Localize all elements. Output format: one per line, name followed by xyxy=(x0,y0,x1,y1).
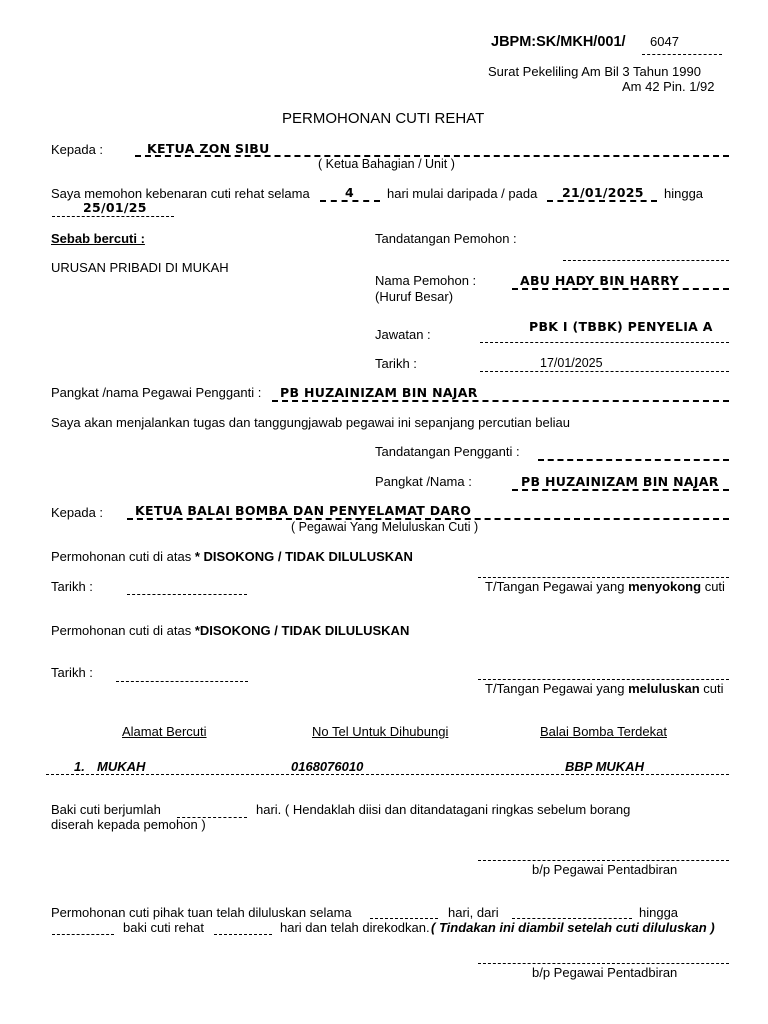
support-date-line[interactable] xyxy=(127,594,247,595)
position-value[interactable]: PBK I (TBBK) PENYELIA A xyxy=(529,319,713,334)
final-text-4: baki cuti rehat xyxy=(123,920,204,935)
final-text-1: Permohonan cuti pihak tuan telah diluluskan selama xyxy=(51,905,352,920)
applicant-date-line xyxy=(480,371,729,372)
row-station[interactable]: BBP MUKAH xyxy=(565,759,644,774)
from-text: hari mulai daripada / pada xyxy=(387,186,538,201)
row-phone[interactable]: 0168076010 xyxy=(291,759,364,774)
start-date-line xyxy=(547,200,657,202)
until-text: hingga xyxy=(664,186,704,201)
final-text-2: hari, dari xyxy=(448,905,499,920)
support-statement: Permohonan cuti di atas * DISOKONG / TIDAK DILULUSKAN xyxy=(51,549,413,564)
start-date[interactable]: 21/01/2025 xyxy=(562,185,644,200)
applicant-date-value[interactable]: 17/01/2025 xyxy=(540,356,603,370)
final-text-5: hari dan telah direkodkan. xyxy=(280,920,430,935)
row-number: 1. xyxy=(74,759,85,774)
leave-days[interactable]: 4 xyxy=(345,185,354,200)
final-signature-line[interactable] xyxy=(478,963,729,964)
replacement-signature-line[interactable] xyxy=(538,459,729,461)
reference-code: JBPM:SK/MKH/001/ xyxy=(491,34,626,50)
approval-statement: Permohonan cuti di atas *DISOKONG / TIDAK DILULUSKAN xyxy=(51,623,410,638)
final-signature-label: b/p Pegawai Pentadbiran xyxy=(532,965,678,980)
circular-reference: Surat Pekeliling Am Bil 3 Tahun 1990 xyxy=(488,64,701,79)
replacement-value[interactable]: PB HUZAINIZAM BIN NAJAR xyxy=(280,385,478,400)
replacement-signature-label: Tandatangan Pengganti : xyxy=(375,444,520,459)
form-title: PERMOHONAN CUTI REHAT xyxy=(282,110,485,127)
approver-kepada-value[interactable]: KETUA BALAI BOMBA DAN PENYELAMAT DARO xyxy=(135,503,472,518)
kepada-value[interactable]: KETUA ZON SIBU xyxy=(147,141,270,156)
support-signature-line[interactable] xyxy=(478,577,729,578)
balance-text-2: hari. ( Hendaklah diisi dan ditandatagani ringkas sebelum borang xyxy=(256,802,631,817)
days-line xyxy=(320,200,380,202)
approver-kepada-label: Kepada : xyxy=(51,505,104,520)
header-balai-bomba: Balai Bomba Terdekat xyxy=(540,724,667,739)
replacement-label: Pangkat /nama Pegawai Pengganti : xyxy=(51,385,262,400)
row-address[interactable]: MUKAH xyxy=(97,759,146,774)
reference-line xyxy=(642,54,722,55)
applicant-signature-line[interactable] xyxy=(563,260,729,261)
approval-date-line[interactable] xyxy=(116,681,248,682)
final-until-line[interactable] xyxy=(52,934,114,935)
approval-date-label: Tarikh : xyxy=(51,665,93,680)
replacement-rank-label: Pangkat /Nama : xyxy=(375,474,472,489)
applicant-name-hint: (Huruf Besar) xyxy=(375,289,454,304)
final-from-line[interactable] xyxy=(512,918,632,919)
request-text: Saya memohon kebenaran cuti rehat selama xyxy=(51,186,310,201)
approval-signature-line[interactable] xyxy=(478,679,729,680)
row-line xyxy=(46,774,729,775)
final-days-line[interactable] xyxy=(370,918,438,919)
replacement-line xyxy=(272,400,729,402)
support-date-label: Tarikh : xyxy=(51,579,93,594)
reason-value[interactable]: URUSAN PRIBADI DI MUKAH xyxy=(51,260,229,275)
applicant-signature-label: Tandatangan Pemohon : xyxy=(375,231,517,246)
final-text-3: hingga xyxy=(639,905,679,920)
balance-signature-label: b/p Pegawai Pentadbiran xyxy=(532,862,678,877)
replacement-statement: Saya akan menjalankan tugas dan tanggungjawab pegawai ini sepanjang percutian beliau xyxy=(51,415,570,430)
balance-signature-line[interactable] xyxy=(478,860,729,861)
replacement-rank-value[interactable]: PB HUZAINIZAM BIN NAJAR xyxy=(521,474,719,489)
reference-number: 6047 xyxy=(650,34,679,49)
applicant-name-label: Nama Pemohon : xyxy=(375,273,477,288)
final-balance-line[interactable] xyxy=(214,934,272,935)
applicant-date-label: Tarikh : xyxy=(375,356,417,371)
header-alamat-bercuti: Alamat Bercuti xyxy=(122,724,207,739)
applicant-name-value[interactable]: ABU HADY BIN HARRY xyxy=(520,273,679,288)
end-date-line xyxy=(52,216,174,217)
replacement-rank-line xyxy=(512,489,729,491)
final-text-6: ( Tindakan ini diambil setelah cuti diluluskan ) xyxy=(431,920,715,935)
kepada-label: Kepada : xyxy=(51,142,104,157)
balance-text-1: Baki cuti berjumlah xyxy=(51,802,161,817)
kepada-note: ( Ketua Bahagian / Unit ) xyxy=(318,157,455,171)
position-line xyxy=(480,342,729,343)
end-date[interactable]: 25/01/25 xyxy=(83,200,147,215)
balance-text-3: diserah kepada pemohon ) xyxy=(51,817,206,832)
position-label: Jawatan : xyxy=(375,327,431,342)
applicant-name-line xyxy=(512,288,729,290)
support-signature-label: T/Tangan Pegawai yang menyokong cuti xyxy=(485,579,725,594)
approval-signature-label: T/Tangan Pegawai yang meluluskan cuti xyxy=(485,681,724,696)
header-no-tel: No Tel Untuk Dihubungi xyxy=(312,724,449,739)
circular-amendment: Am 42 Pin. 1/92 xyxy=(622,79,715,94)
approver-kepada-note: ( Pegawai Yang Meluluskan Cuti ) xyxy=(291,520,479,534)
reason-label: Sebab bercuti : xyxy=(51,231,145,246)
